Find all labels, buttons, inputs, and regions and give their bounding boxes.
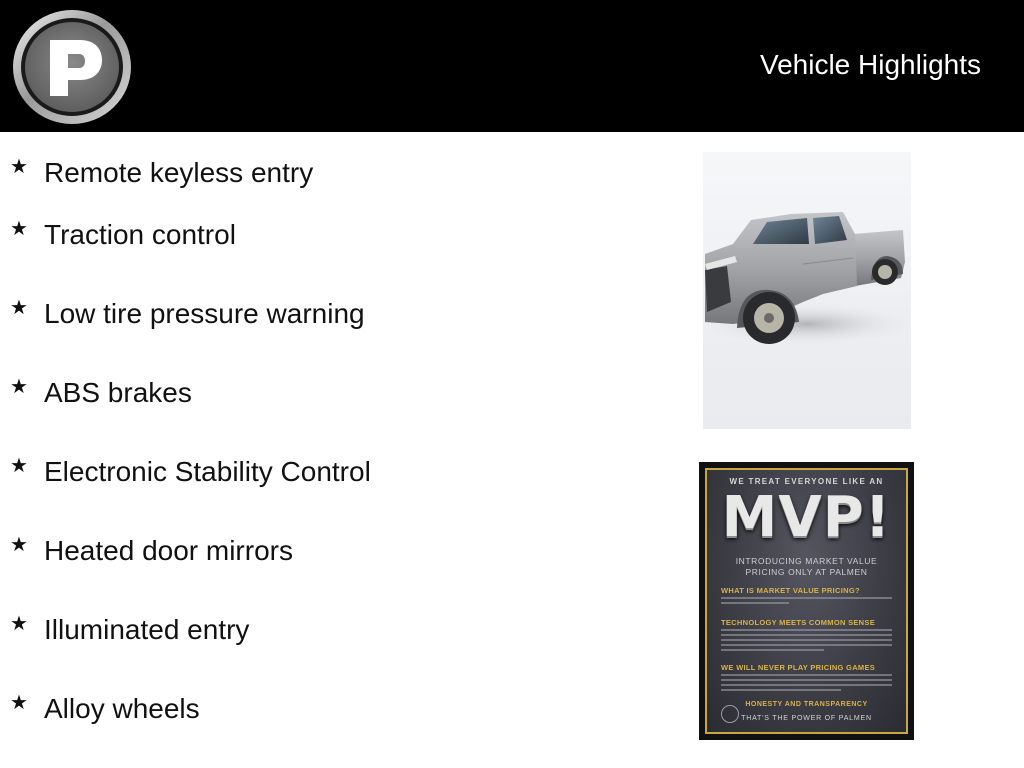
mvp-subline-1: INTRODUCING MARKET VALUE xyxy=(735,556,878,566)
feature-label: Low tire pressure warning xyxy=(44,297,365,329)
feature-label: Illuminated entry xyxy=(44,613,250,645)
mvp-body-text-2 xyxy=(721,629,892,654)
star-icon: ★ xyxy=(10,691,28,714)
feature-label: Heated door mirrors xyxy=(44,534,293,566)
star-icon: ★ xyxy=(10,296,28,319)
p-logo-icon xyxy=(10,8,134,126)
feature-label: Remote keyless entry xyxy=(44,156,314,188)
mvp-heading-3: WE WILL NEVER PLAY PRICING GAMES xyxy=(721,663,876,672)
header-bar xyxy=(0,0,1024,132)
star-icon: ★ xyxy=(10,155,28,178)
feature-label: ABS brakes xyxy=(44,376,192,408)
list-item xyxy=(10,195,630,274)
list-item xyxy=(10,590,630,669)
mvp-heading-1: WHAT IS MARKET VALUE PRICING? xyxy=(721,586,860,595)
mvp-headline: MVP! xyxy=(721,485,892,550)
mvp-footer-1: HONESTY AND TRANSPARENCY xyxy=(745,701,868,708)
mvp-card-body xyxy=(705,468,908,734)
feature-label: Traction control xyxy=(44,218,236,250)
feature-label: Electronic Stability Control xyxy=(44,455,371,487)
page-title: Vehicle Highlights xyxy=(759,49,981,80)
mvp-body-text-1 xyxy=(721,597,892,607)
list-item xyxy=(10,432,630,511)
feature-list xyxy=(10,150,630,748)
list-item xyxy=(10,511,630,590)
vehicle-photo xyxy=(703,152,911,429)
mvp-heading-2: TECHNOLOGY MEETS COMMON SENSE xyxy=(721,618,875,627)
star-icon: ★ xyxy=(10,217,28,240)
mvp-body-text-3 xyxy=(721,674,892,694)
mvp-top-line: WE TREAT EVERYONE LIKE AN xyxy=(729,477,884,486)
list-item xyxy=(10,274,630,353)
mvp-subline-2: PRICING ONLY AT PALMEN xyxy=(745,567,868,577)
mvp-subline xyxy=(717,556,896,578)
pickup-truck-image xyxy=(703,152,911,429)
list-item xyxy=(10,150,630,195)
list-item xyxy=(10,353,630,432)
star-icon: ★ xyxy=(10,375,28,398)
feature-label: Alloy wheels xyxy=(44,692,200,724)
list-item xyxy=(10,669,630,748)
mvp-promo-card xyxy=(699,462,914,740)
star-icon: ★ xyxy=(10,454,28,477)
mvp-footer-2: THAT'S THE POWER OF PALMEN xyxy=(741,715,872,722)
star-icon: ★ xyxy=(10,612,28,635)
star-icon: ★ xyxy=(10,533,28,556)
